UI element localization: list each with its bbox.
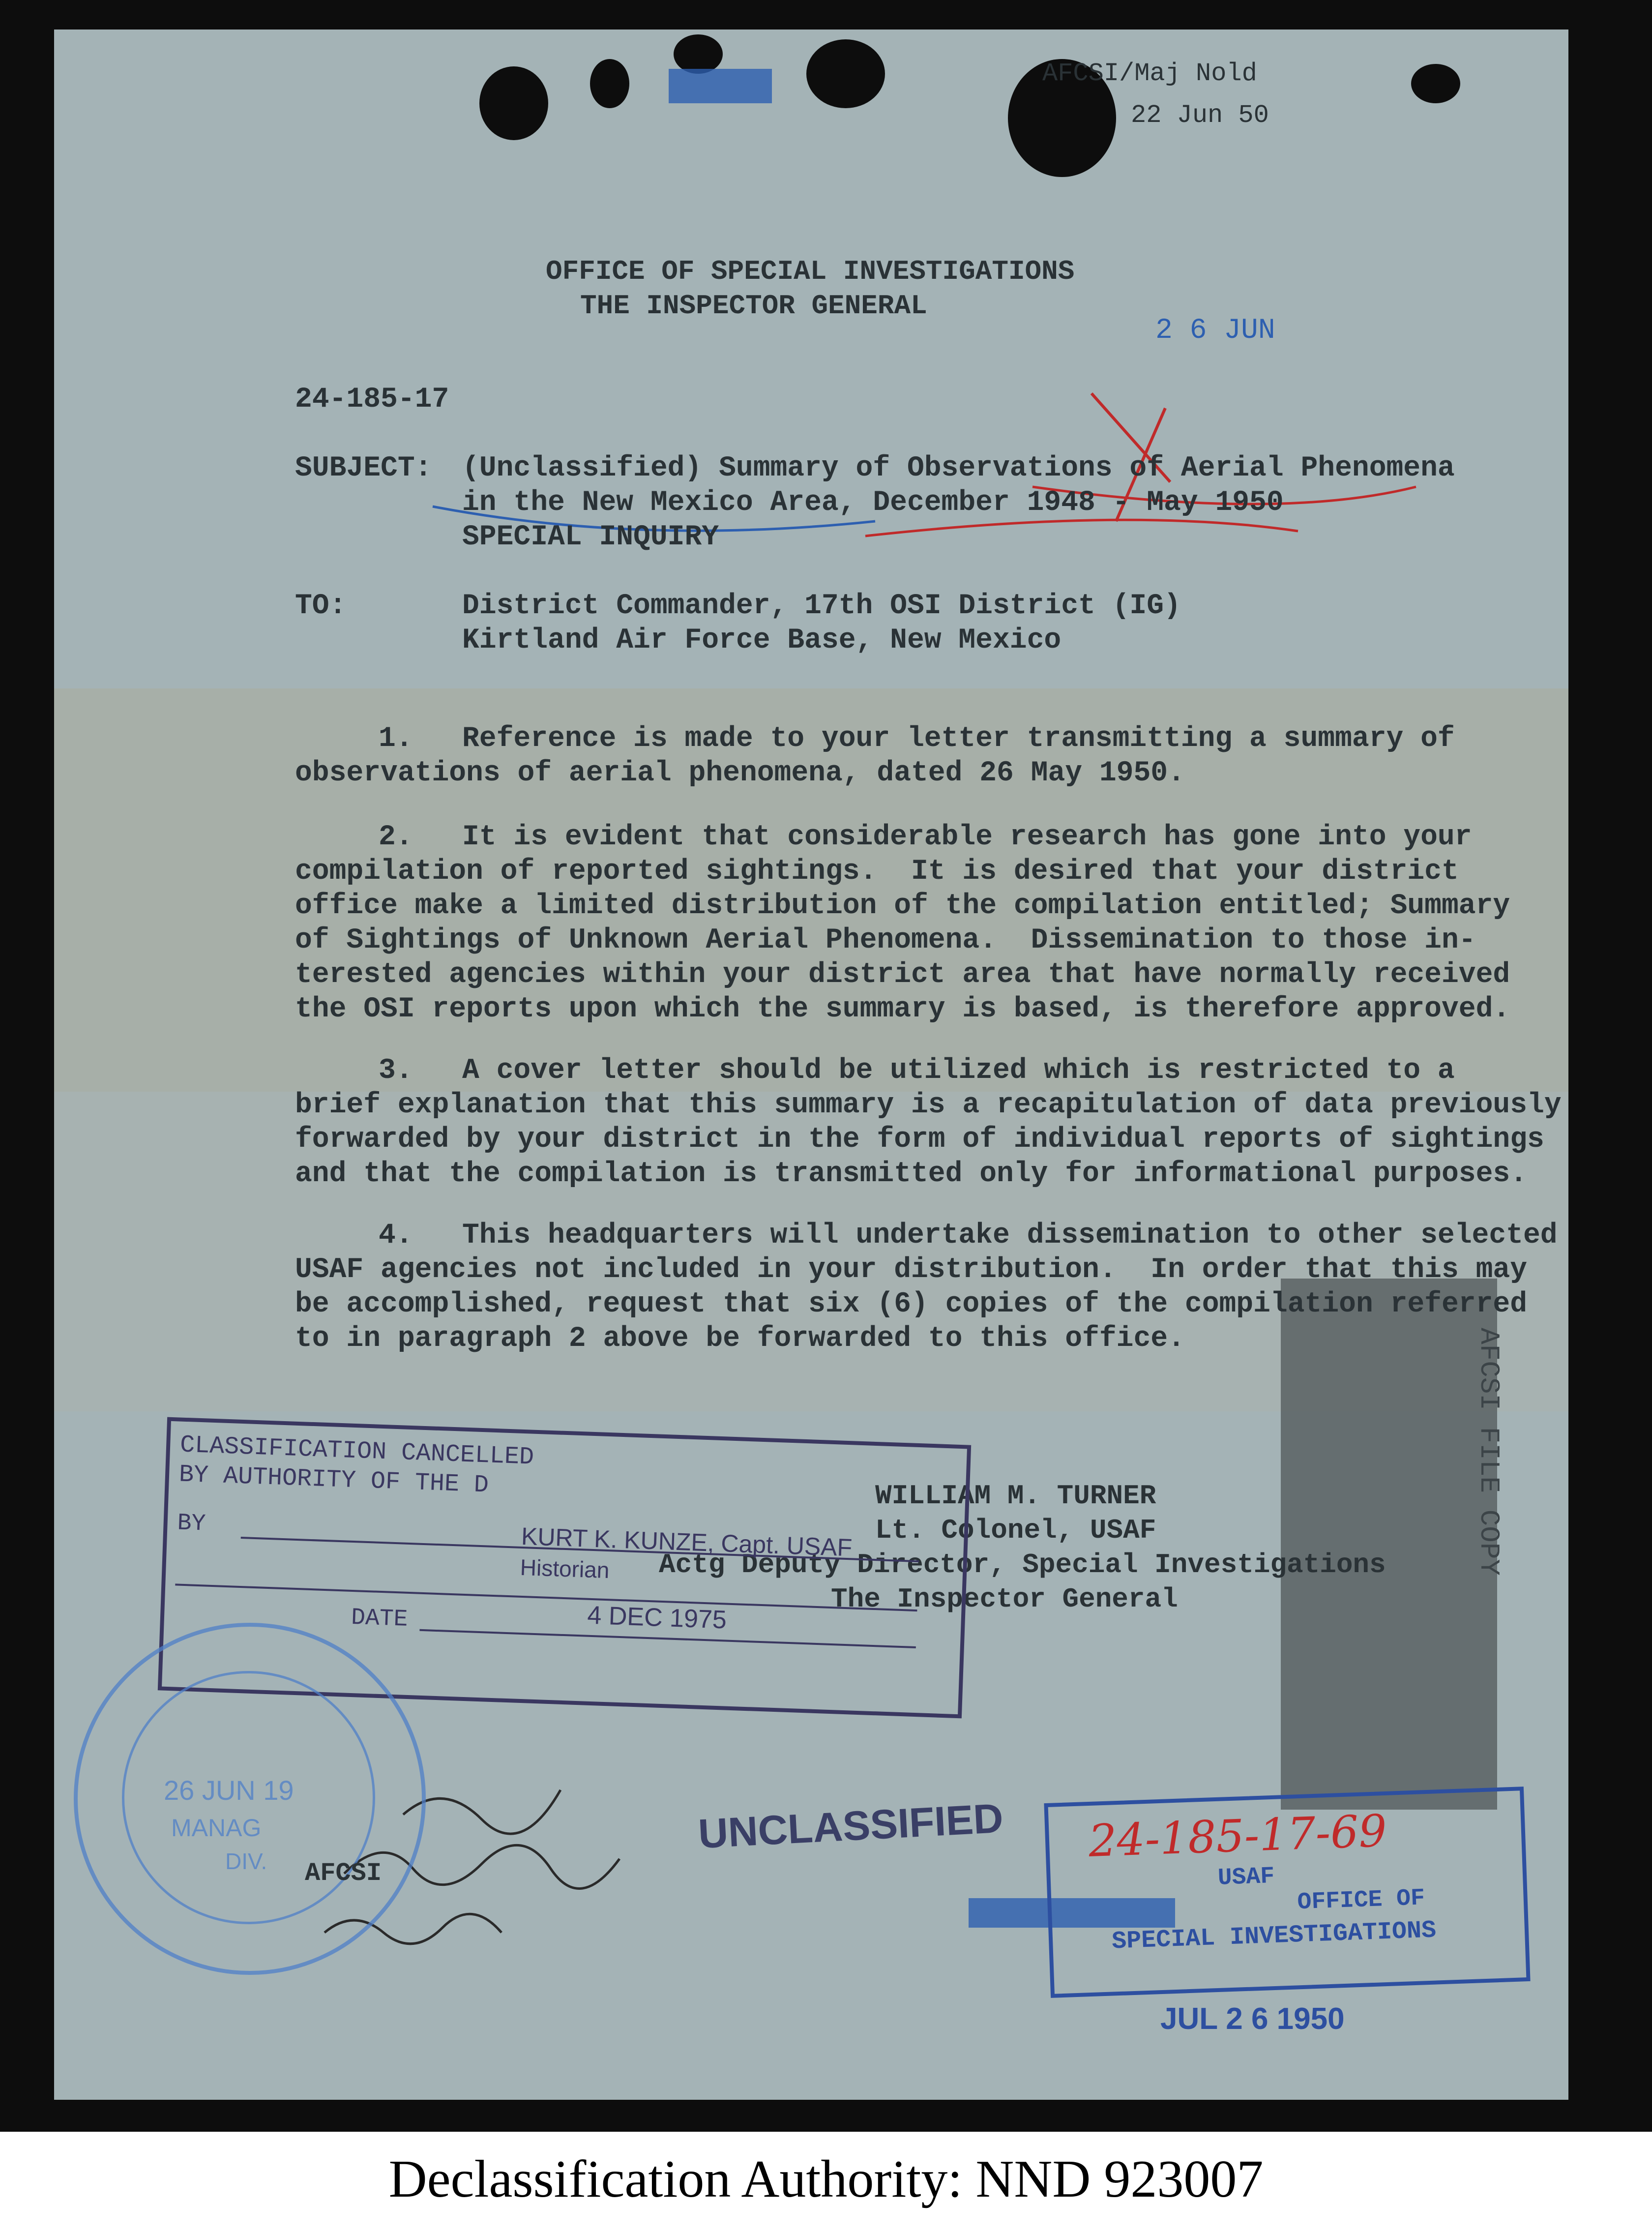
header-date: 22 Jun 50 (1131, 101, 1269, 130)
paragraph-3-line: A cover letter should be utilized which is restricted to a (462, 1055, 1455, 1087)
paragraph-2-line: the OSI reports upon which the summary is based, is therefore approved. (295, 993, 1510, 1025)
round-stamp-text-1: MANAG (171, 1814, 262, 1842)
declassification-footer: Declassification Authority: NND 923007 (388, 2150, 1264, 2208)
file-number: 24-185-17 (295, 384, 449, 416)
paragraph-3-number: 3. (379, 1055, 413, 1087)
subject-line-3: SPECIAL INQUIRY (462, 521, 719, 553)
subject-label: SUBJECT: (295, 452, 432, 484)
paragraph-4-number: 4. (379, 1220, 413, 1252)
stamp-by-label: BY (177, 1510, 206, 1538)
letterhead-line-1: OFFICE OF SPECIAL INVESTIGATIONS (546, 256, 1075, 287)
stamp-date-value: 4 DEC 1975 (587, 1601, 727, 1635)
subject-line-2: in the New Mexico Area, December 1948 - May 1950 (462, 487, 1284, 519)
paragraph-4-line: USAF agencies not included in your distribution. In order that this may (295, 1254, 1528, 1286)
signer-name: WILLIAM M. TURNER (875, 1480, 1156, 1512)
paragraph-1-number: 1. (379, 723, 413, 755)
letterhead-line-2: THE INSPECTOR GENERAL (580, 290, 927, 322)
signer-org: The Inspector General (831, 1583, 1178, 1615)
osi-stamp-line-1: USAF (1217, 1863, 1275, 1892)
stamp-by-value: KURT K. KUNZE, Capt. USAF (521, 1522, 853, 1562)
osi-received-stamp (1044, 1787, 1530, 1998)
paragraph-3-line: brief explanation that this summary is a recapitulation of data previously (295, 1089, 1562, 1121)
paragraph-1-line: Reference is made to your letter transmitting a summary of (462, 723, 1455, 755)
to-label: TO: (295, 590, 347, 622)
osi-stamp-line-2: OFFICE OF (1297, 1885, 1425, 1916)
afcsi-initials: AFCSI (305, 1859, 382, 1888)
paragraph-2-number: 2. (379, 821, 413, 853)
to-line-1: District Commander, 17th OSI District (IG) (462, 590, 1181, 622)
paragraph-3-line: and that the compilation is transmitted only for informational purposes. (295, 1158, 1528, 1190)
stamp-mid-line (175, 1583, 917, 1611)
round-stamp-text-2: DIV. (225, 1848, 267, 1874)
stamp-line-2: BY AUTHORITY OF THE D (178, 1460, 489, 1500)
signer-rank: Lt. Colonel, USAF (875, 1515, 1156, 1546)
paragraph-2-line: office make a limited distribution of the compilation entitled; Summary (295, 890, 1510, 922)
paragraph-2-line: It is evident that considerable research has gone into your (462, 821, 1472, 853)
stamp-date-label: DATE (351, 1604, 409, 1633)
unclassified-stamp: UNCLASSIFIED (697, 1794, 1004, 1857)
received-date-stamp: 2 6 JUN (1155, 315, 1275, 347)
signer-title: Actg Deputy Director, Special Investigations (659, 1549, 1386, 1580)
osi-stamp-line-3: SPECIAL INVESTIGATIONS (1111, 1916, 1437, 1956)
bottom-date-stamp: JUL 2 6 1950 (1160, 2002, 1345, 2036)
stamp-by-role: Historian (520, 1554, 610, 1583)
paragraph-4-line: be accomplished, request that six (6) copies of the compilation referred (295, 1288, 1528, 1320)
osi-stamp-handwritten: 24-185-17-69 (1088, 1805, 1388, 1867)
paragraph-4-line: to in paragraph 2 above be forwarded to this office. (295, 1323, 1185, 1355)
paragraph-2-line: of Sightings of Unknown Aerial Phenomena. Dissemination to those in- (295, 924, 1476, 956)
subject-line-1: (Unclassified) Summary of Observations of Aerial Phenomena (462, 452, 1455, 484)
paragraph-4-line: This headquarters will undertake dissemination to other selected (462, 1220, 1558, 1252)
paragraph-2-line: terested agencies within your district area that have normally received (295, 959, 1510, 991)
to-line-2: Kirtland Air Force Base, New Mexico (462, 625, 1062, 656)
round-stamp-date: 26 JUN 19 (164, 1775, 294, 1806)
routing-line: AFCSI/Maj Nold (1042, 59, 1257, 88)
file-copy-side-stamp: AFCSI FILE COPY (1473, 1328, 1504, 1576)
paragraph-3-line: forwarded by your district in the form of individual reports of sightings (295, 1124, 1544, 1156)
paragraph-1-line: observations of aerial phenomena, dated 26 May 1950. (295, 757, 1185, 789)
round-received-stamp (74, 1623, 426, 1975)
paragraph-2-line: compilation of reported sightings. It is desired that your district (295, 856, 1459, 888)
stamp-line-1: CLASSIFICATION CANCELLED (179, 1431, 534, 1472)
